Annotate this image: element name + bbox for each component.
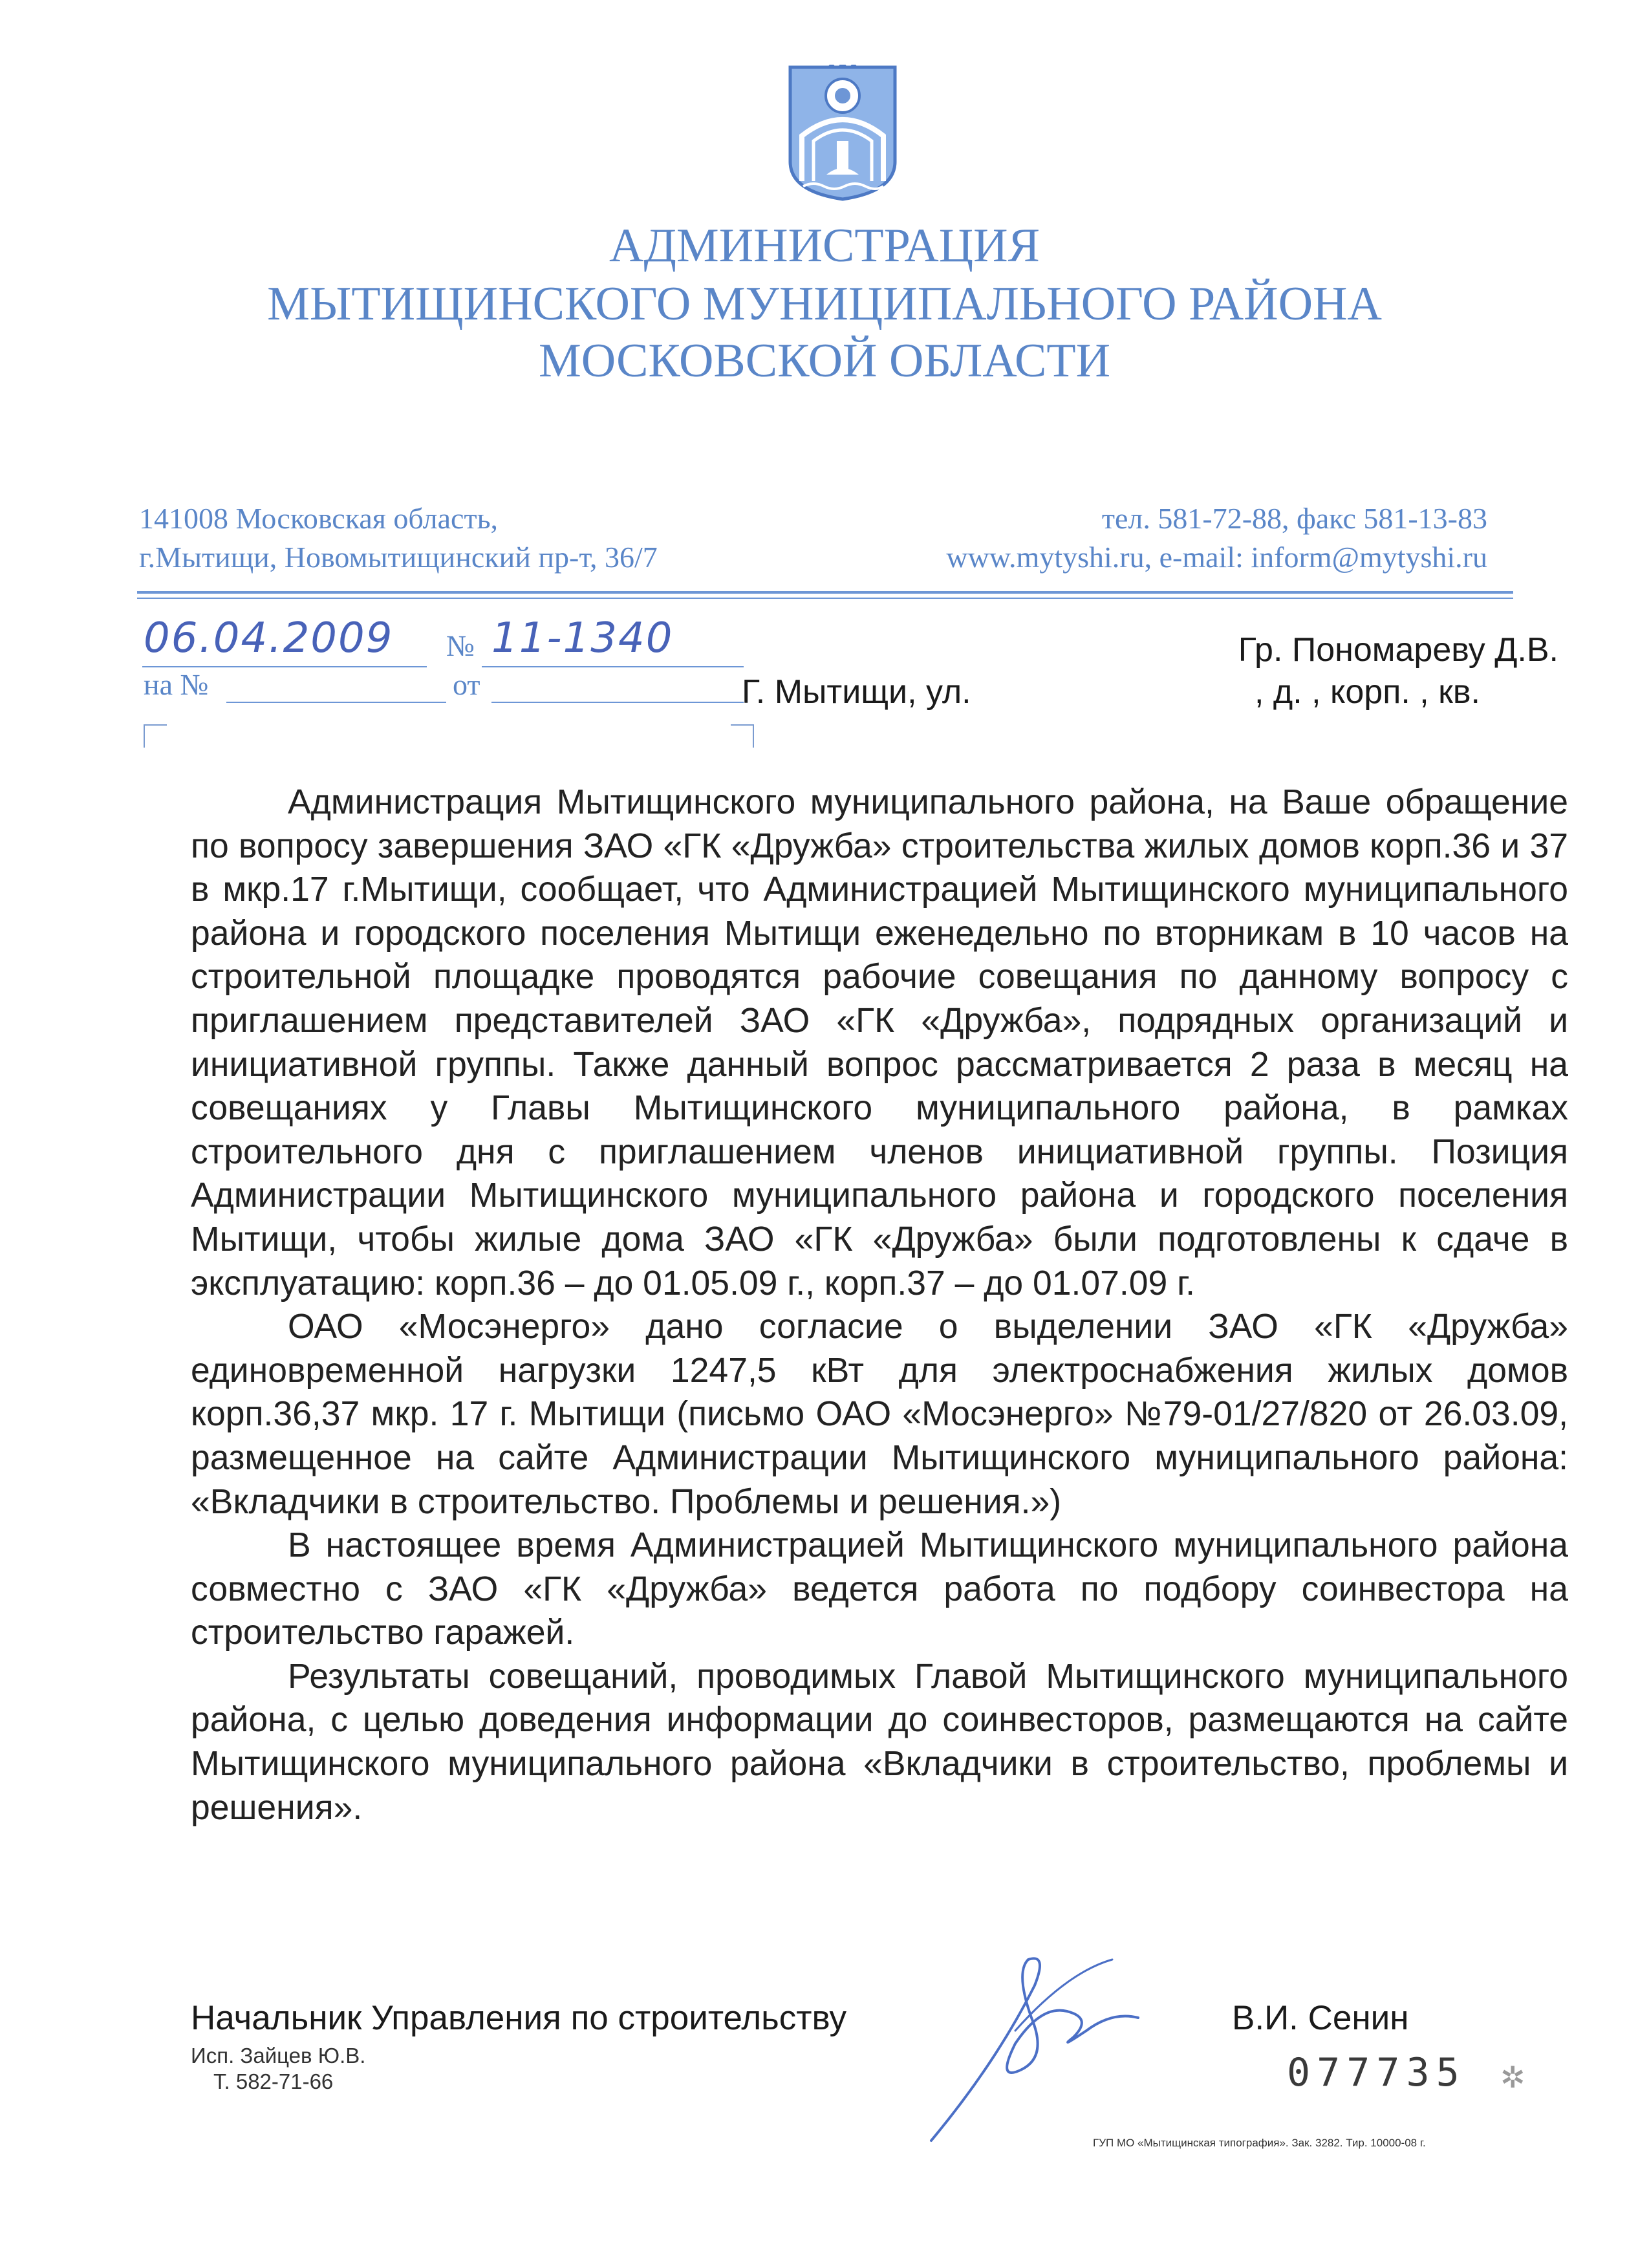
address-line-2: г.Мытищи, Новомытищинский пр-т, 36/7: [139, 541, 658, 574]
registration-number: 11-1340: [491, 614, 674, 662]
in-reply-label: на №: [144, 668, 209, 701]
header-rule-thin: [137, 598, 1513, 599]
body-paragraph-3: В настоящее время Администрацией Мытищинского муниципального района совместно с ЗАО «ГК «Дружба» ведется работа по подбору соинвестора на строительство гаражей.: [191, 1526, 1568, 1652]
signer-name: В.И. Сенин: [1232, 1999, 1409, 2037]
addressee-street: Г. Мытищи, ул.: [742, 673, 971, 711]
registration-date: 06.04.2009: [144, 614, 394, 662]
letter-body: [191, 781, 1568, 1830]
contact-phone-fax: тел. 581-72-88, факс 581-13-83: [1101, 502, 1487, 535]
body-paragraph-4: Результаты совещаний, проводимых Главой Мытищинского муниципального района, с целью доведения информации до соинвесторов, размещаются на сайте Мытищинского муниципального района «Вкладчики в строительство, проблемы и решения».: [191, 1657, 1568, 1827]
asterisk-mark-icon: ✲: [1500, 2060, 1525, 2094]
in-reply-underline: [226, 702, 446, 703]
org-name-line-2: МЫТИЩИНСКОГО МУНИЦИПАЛЬНОГО РАЙОНА: [267, 277, 1382, 330]
from-underline: [491, 702, 744, 703]
body-paragraph-2: ОАО «Мосэнерго» дано согласие о выделении ЗАО «ГК «Дружба» единовременной нагрузки 1247,5 кВт для электроснабжения жилых домов корп.36,37 мкр. 17 г. Мытищи (письмо ОАО «Мосэнерго» №79-01/27/820 от 26.03.09, размещенное на сайте Администрации Мытищинского муниципального района: «Вкладчики в строительство. Проблемы и решения.»): [191, 1308, 1568, 1521]
form-serial-number: 077735: [1287, 2050, 1466, 2095]
handwritten-signature: [918, 1934, 1190, 2147]
org-name-line-3: МОСКОВСКОЙ ОБЛАСТИ: [538, 334, 1111, 387]
registration-number-label: №: [446, 629, 475, 662]
addressee-name: Гр. Пономареву Д.В.: [1238, 631, 1558, 669]
signer-position: Начальник Управления по строительству: [191, 1999, 847, 2037]
number-underline: [482, 666, 744, 667]
corner-mark-left: [144, 724, 167, 748]
org-name-line-1: АДМИНИСТРАЦИЯ: [609, 219, 1040, 272]
executor-phone: Т. 582-71-66: [213, 2069, 334, 2093]
corner-mark-right: [731, 724, 754, 748]
addressee-house: , д. , корп. , кв.: [1255, 673, 1480, 711]
print-shop-note: ГУП МО «Мытищинская типография». Зак. 3282. Тир. 10000-08 г.: [1093, 2137, 1426, 2149]
from-label: от: [453, 668, 480, 701]
executor-name: Исп. Зайцев Ю.В.: [191, 2044, 366, 2068]
coat-of-arms-emblem: [788, 65, 898, 202]
body-paragraph-1: Администрация Мытищинского муниципального района, на Ваше обращение по вопросу завершения ЗАО «ГК «Дружба» строительства жилых домов корп.36 и 37 в мкр.17 г.Мытищи, сообщает, что Администрацией Мытищинского муниципального района и городского поселения Мытищи еженедельно по вторникам в 10 часов на строительной площадке проводятся рабочие совещания по данному вопросу с приглашением представителей ЗАО «ГК «Дружба», подрядных организаций и инициативной группы. Также данный вопрос рассматривается 2 раза в месяц на совещаниях у Главы Мытищинского муниципального района, в рамках строительного дня с приглашением членов инициативной группы. Позиция Администрации Мытищинского муниципального района и городского поселения Мытищи, чтобы жилые дома ЗАО «ГК «Дружба» были подготовлены к сдаче в эксплуатацию: корп.36 – до 01.05.09 г., корп.37 – до 01.07.09 г.: [191, 783, 1568, 1302]
header-rule-thick: [137, 591, 1513, 594]
address-line-1: 141008 Московская область,: [139, 502, 499, 535]
contact-web-email: www.mytyshi.ru, e-mail: inform@mytyshi.ru: [946, 541, 1487, 574]
